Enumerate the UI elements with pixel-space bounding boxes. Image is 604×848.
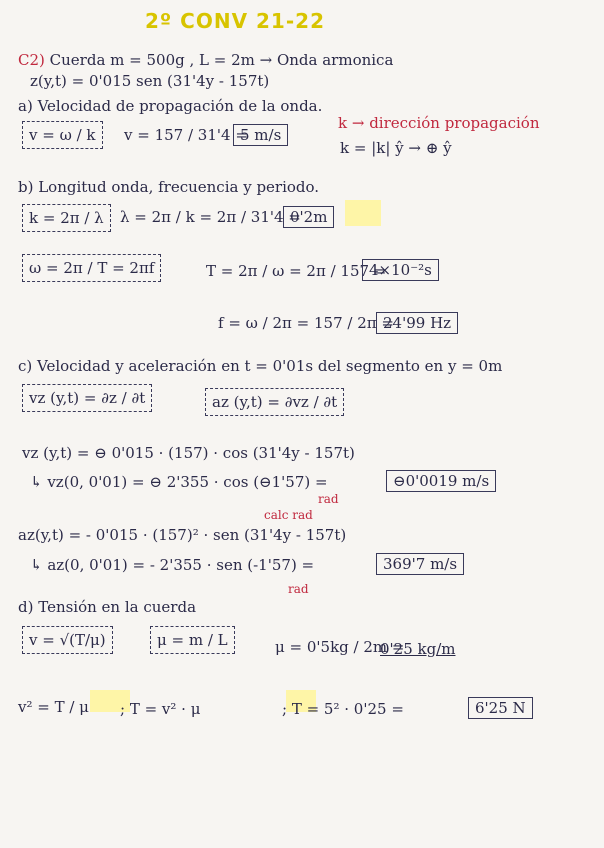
frequency-calc: f = ω / 2π = 157 / 2π = [218,314,394,332]
vz-calc-rad-note: calc rad [264,508,313,522]
highlight-mark [345,200,381,226]
formula-az: az (y,t) = ∂vz / ∂t [205,388,344,416]
section-c-heading: c) Velocidad y aceleración en t = 0'01s del segmento en y = 0m [18,357,503,375]
az-evaluated: ↳ az(0, 0'01) = - 2'355 · sen (-1'57) = [30,556,315,574]
formula-mu: μ = m / L [150,626,235,654]
tension-rearrange-2: ; T = v² · μ [120,700,201,718]
direction-note: k → dirección propagación [338,114,540,132]
problem-statement [18,51,393,69]
velocity-result: 5 m/s [233,124,288,146]
formula-k-lambda: k = 2π / λ [22,204,111,232]
wavelength-calc: λ = 2π / k = 2π / 31'4 = [120,208,301,226]
section-a-heading: a) Velocidad de propagación de la onda. [18,97,323,115]
k-vector-note: k = |k| ŷ → ⊕ ŷ [340,139,452,157]
wave-equation: z(y,t) = 0'015 sen (31'4y - 157t) [30,72,270,90]
formula-v-omega-k: v = ω / k [22,121,103,149]
vz-rad-note: rad [318,492,339,506]
formula-v-sqrt: v = √(T/μ) [22,626,113,654]
vz-result: ⊖0'0019 m/s [386,470,496,492]
section-b-heading: b) Longitud onda, frecuencia y periodo. [18,178,320,196]
problem-label: C2) [18,51,45,69]
formula-omega-T: ω = 2π / T = 2πf [22,254,161,282]
tension-result: 6'25 N [468,697,533,719]
frequency-result: 24'99 Hz [376,312,458,334]
velocity-calc: v = 157 / 31'4 = [124,126,248,144]
formula-vz: vz (y,t) = ∂z / ∂t [22,384,152,412]
mu-result: 0'25 kg/m [380,640,456,658]
vz-general: vz (y,t) = ⊖ 0'015 · (157) · cos (31'4y - 157t) [22,444,355,462]
page-title: 2º CONV 21-22 [145,9,325,33]
problem-text: Cuerda m = 500g , L = 2m → Onda armonica [49,51,394,69]
az-general: az(y,t) = - 0'015 · (157)² · sen (31'4y - 157t) [18,526,347,544]
tension-rearrange-3: ; T = 5² · 0'25 = [282,700,404,718]
az-rad-note: rad [288,582,309,596]
period-calc: T = 2π / ω = 2π / 157 = [206,262,387,280]
section-d-heading: d) Tensión en la cuerda [18,598,197,616]
az-result: 369'7 m/s [376,553,464,575]
mu-calc: μ = 0'5kg / 2m = [275,638,405,656]
tension-rearrange-1: v² = T / μ [18,698,89,716]
period-result: 4×10⁻²s [362,259,439,281]
wavelength-result: 0'2m [283,206,334,228]
vz-evaluated: ↳ vz(0, 0'01) = ⊖ 2'355 · cos (⊖1'57) = [30,473,328,491]
